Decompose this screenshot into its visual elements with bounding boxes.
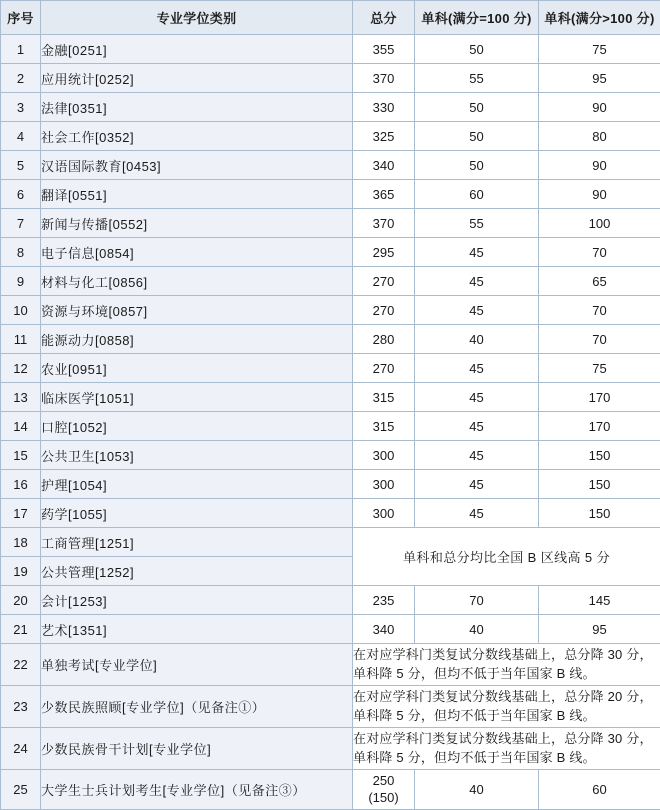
- row-total: 300: [353, 499, 415, 528]
- row-index: 1: [1, 35, 41, 64]
- row-major-name: 公共卫生[1053]: [41, 441, 353, 470]
- row-major-name: 少数民族骨干计划[专业学位]: [41, 728, 353, 770]
- table-row: [1, 470, 660, 499]
- table-row: [1, 586, 660, 615]
- row-index: 17: [1, 499, 41, 528]
- row-sub1: 40: [415, 770, 539, 810]
- merged-note-cell: 单科和总分均比全国 B 区线高 5 分: [353, 528, 660, 586]
- row-index: 3: [1, 93, 41, 122]
- row-total-secondary: (150): [353, 790, 414, 806]
- table-row: [1, 354, 660, 383]
- table-row: [1, 296, 660, 325]
- row-major-name: 汉语国际教育[0453]: [41, 151, 353, 180]
- row-sub1: 50: [415, 93, 539, 122]
- row-sub1: 45: [415, 296, 539, 325]
- row-sub1: 55: [415, 209, 539, 238]
- table-header: [1, 1, 660, 35]
- table-row: [1, 728, 660, 770]
- row-index: 22: [1, 644, 41, 686]
- row-sub1: 45: [415, 383, 539, 412]
- row-major-name: 工商管理[1251]: [41, 528, 353, 557]
- header-subject-gt100: 单科(满分>100 分): [539, 1, 660, 35]
- row-index: 18: [1, 528, 41, 557]
- table-row: [1, 412, 660, 441]
- row-index: 8: [1, 238, 41, 267]
- row-sub2: 80: [539, 122, 660, 151]
- header-row: [1, 1, 660, 35]
- row-sub2: 150: [539, 470, 660, 499]
- table-row: [1, 325, 660, 354]
- table-row: [1, 686, 660, 728]
- row-index: 23: [1, 686, 41, 728]
- row-index: 2: [1, 64, 41, 93]
- row-sub2: 65: [539, 267, 660, 296]
- row-total: 340: [353, 151, 415, 180]
- row-major-name: 艺术[1351]: [41, 615, 353, 644]
- policy-note-line-2: 单科降 5 分，但均不低于当年国家 B 线。: [353, 749, 660, 768]
- row-major-name: 药学[1055]: [41, 499, 353, 528]
- row-total: 270: [353, 354, 415, 383]
- row-total: 270: [353, 296, 415, 325]
- row-index: 10: [1, 296, 41, 325]
- header-subject-eq100: 单科(满分=100 分): [415, 1, 539, 35]
- policy-note-line-1: 在对应学科门类复试分数线基础上，总分降 20 分，: [353, 688, 660, 707]
- row-total: 365: [353, 180, 415, 209]
- row-major-name: 电子信息[0854]: [41, 238, 353, 267]
- row-index: 15: [1, 441, 41, 470]
- row-policy-note: [353, 644, 660, 686]
- row-sub2: 70: [539, 325, 660, 354]
- policy-note-line-2: 单科降 5 分，但均不低于当年国家 B 线。: [353, 707, 660, 726]
- row-major-name: 公共管理[1252]: [41, 557, 353, 586]
- row-major-name: 社会工作[0352]: [41, 122, 353, 151]
- row-index: 14: [1, 412, 41, 441]
- row-index: 19: [1, 557, 41, 586]
- row-sub2: 170: [539, 412, 660, 441]
- row-total: 330: [353, 93, 415, 122]
- row-major-name: 能源动力[0858]: [41, 325, 353, 354]
- row-major-name: 法律[0351]: [41, 93, 353, 122]
- row-major-name: 农业[0951]: [41, 354, 353, 383]
- row-sub1: 45: [415, 238, 539, 267]
- table-row: [1, 238, 660, 267]
- table-row: [1, 615, 660, 644]
- policy-note-line-2: 单科降 5 分，但均不低于当年国家 B 线。: [353, 665, 660, 684]
- row-major-name: 应用统计[0252]: [41, 64, 353, 93]
- row-sub2: 90: [539, 151, 660, 180]
- row-index: 5: [1, 151, 41, 180]
- row-sub2: 95: [539, 615, 660, 644]
- table-row: [1, 122, 660, 151]
- row-sub2: 75: [539, 35, 660, 64]
- row-major-name: 护理[1054]: [41, 470, 353, 499]
- row-sub1: 60: [415, 180, 539, 209]
- row-major-name: 新闻与传播[0552]: [41, 209, 353, 238]
- row-major-name: 材料与化工[0856]: [41, 267, 353, 296]
- row-sub2: 70: [539, 238, 660, 267]
- row-sub2: 170: [539, 383, 660, 412]
- row-sub1: 50: [415, 35, 539, 64]
- table-row: [1, 441, 660, 470]
- row-sub2: 150: [539, 499, 660, 528]
- table-row: [1, 383, 660, 412]
- row-sub2: 90: [539, 180, 660, 209]
- row-total: 370: [353, 209, 415, 238]
- row-major-name: 金融[0251]: [41, 35, 353, 64]
- row-sub1: 45: [415, 354, 539, 383]
- row-sub2: 100: [539, 209, 660, 238]
- row-major-name: 少数民族照顾[专业学位]（见备注①）: [41, 686, 353, 728]
- row-sub2: 95: [539, 64, 660, 93]
- row-major-name: 资源与环境[0857]: [41, 296, 353, 325]
- row-major-name: 临床医学[1051]: [41, 383, 353, 412]
- row-sub1: 55: [415, 64, 539, 93]
- row-sub2: 90: [539, 93, 660, 122]
- header-total-score: 总分: [353, 1, 415, 35]
- row-major-name: 单独考试[专业学位]: [41, 644, 353, 686]
- row-total-primary: 250: [353, 773, 414, 789]
- row-index: 4: [1, 122, 41, 151]
- row-sub2: 60: [539, 770, 660, 810]
- row-total: 235: [353, 586, 415, 615]
- row-total: 355: [353, 35, 415, 64]
- table-row: [1, 35, 660, 64]
- policy-note-line-1: 在对应学科门类复试分数线基础上，总分降 30 分，: [353, 730, 660, 749]
- row-sub1: 45: [415, 267, 539, 296]
- row-total: 295: [353, 238, 415, 267]
- table-row: [1, 499, 660, 528]
- row-major-name: 翻译[0551]: [41, 180, 353, 209]
- policy-note-line-1: 在对应学科门类复试分数线基础上，总分降 30 分，: [353, 646, 660, 665]
- row-index: 21: [1, 615, 41, 644]
- row-index: 9: [1, 267, 41, 296]
- table-row: [1, 180, 660, 209]
- row-major-name: 会计[1253]: [41, 586, 353, 615]
- row-sub1: 40: [415, 615, 539, 644]
- row-total: 325: [353, 122, 415, 151]
- row-index: 12: [1, 354, 41, 383]
- row-sub2: 75: [539, 354, 660, 383]
- row-sub1: 45: [415, 470, 539, 499]
- table-body: [1, 35, 660, 810]
- table-row: [1, 64, 660, 93]
- row-total: 370: [353, 64, 415, 93]
- row-total: 315: [353, 412, 415, 441]
- table-row: [1, 770, 660, 810]
- row-total: 270: [353, 267, 415, 296]
- row-total: 315: [353, 383, 415, 412]
- table-row: [1, 267, 660, 296]
- row-sub1: 50: [415, 151, 539, 180]
- row-index: 20: [1, 586, 41, 615]
- row-sub2: 145: [539, 586, 660, 615]
- row-sub2: 70: [539, 296, 660, 325]
- row-major-name: 大学生士兵计划考生[专业学位]（见备注③）: [41, 770, 353, 810]
- row-sub1: 45: [415, 441, 539, 470]
- row-total: [353, 770, 415, 810]
- row-sub2: 150: [539, 441, 660, 470]
- row-policy-note: [353, 728, 660, 770]
- row-sub1: 45: [415, 499, 539, 528]
- row-index: 6: [1, 180, 41, 209]
- row-index: 16: [1, 470, 41, 499]
- row-index: 13: [1, 383, 41, 412]
- row-index: 24: [1, 728, 41, 770]
- row-total: 300: [353, 470, 415, 499]
- table-row: [1, 93, 660, 122]
- row-index: 7: [1, 209, 41, 238]
- row-sub1: 40: [415, 325, 539, 354]
- table-row: [1, 528, 660, 557]
- header-index: 序号: [1, 1, 41, 35]
- row-index: 11: [1, 325, 41, 354]
- row-total: 340: [353, 615, 415, 644]
- row-sub1: 45: [415, 412, 539, 441]
- table-row: [1, 644, 660, 686]
- row-total: 300: [353, 441, 415, 470]
- table-row: [1, 151, 660, 180]
- row-sub1: 50: [415, 122, 539, 151]
- row-policy-note: [353, 686, 660, 728]
- table-row: [1, 209, 660, 238]
- row-total: 280: [353, 325, 415, 354]
- header-major-category: 专业学位类别: [41, 1, 353, 35]
- row-sub1: 70: [415, 586, 539, 615]
- row-major-name: 口腔[1052]: [41, 412, 353, 441]
- row-index: 25: [1, 770, 41, 810]
